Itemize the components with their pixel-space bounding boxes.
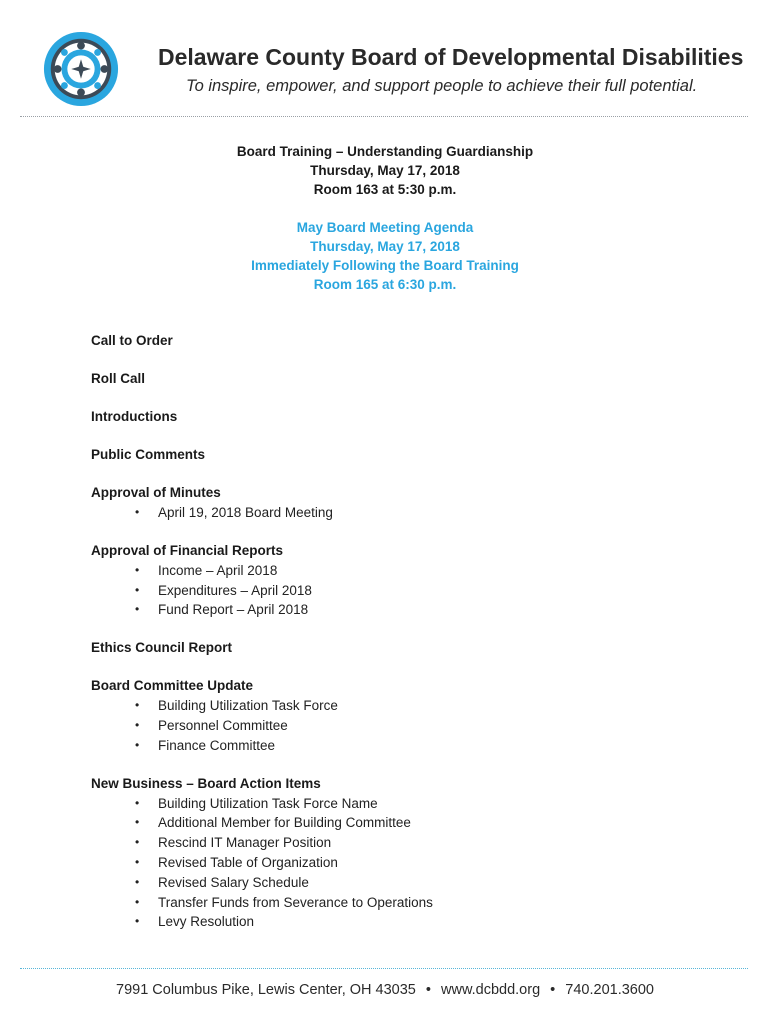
agenda-section <box>91 638 731 658</box>
agenda-bullet-item <box>91 794 731 814</box>
meeting-title: May Board Meeting Agenda <box>296 220 474 235</box>
header-divider <box>20 116 748 117</box>
agenda-section <box>91 407 731 427</box>
agenda-section-title: Board Committee Update <box>91 678 254 694</box>
agenda-list <box>91 331 731 950</box>
agenda-bullet-text: Expenditures – April 2018 <box>158 582 312 598</box>
bullet-icon: • <box>135 795 140 810</box>
agenda-bullet-item <box>91 813 731 833</box>
bullet-icon: • <box>135 602 140 617</box>
agenda-bullet-item <box>91 503 731 523</box>
agenda-bullet-item <box>91 561 731 581</box>
agenda-bullet-text: Transfer Funds from Severance to Operations <box>158 894 433 910</box>
agenda-bullet-text: Building Utilization Task Force Name <box>158 795 378 811</box>
footer-phone[interactable]: 740.201.3600 <box>565 982 654 998</box>
training-room: Room 163 at 5:30 p.m. <box>313 182 457 197</box>
agenda-bullet-item <box>91 873 731 893</box>
bullet-icon: • <box>135 854 140 869</box>
agenda-section-title: Approval of Minutes <box>91 485 221 500</box>
agenda-section-title: Introductions <box>91 409 178 424</box>
agenda-section <box>91 483 731 523</box>
footer-divider <box>20 968 748 969</box>
agenda-section-title: Public Comments <box>91 447 206 462</box>
bullet-icon: • <box>135 914 140 929</box>
agenda-section-title: Roll Call <box>91 371 146 386</box>
agenda-bullet-item <box>91 696 731 716</box>
agenda-section-title: Approval of Financial Reports <box>91 542 284 558</box>
meeting-block <box>0 218 770 294</box>
compass-people-circle-icon <box>42 30 120 108</box>
bullet-icon: • <box>135 505 140 519</box>
agenda-bullet-text: Revised Salary Schedule <box>158 874 309 890</box>
organization-tagline: To inspire, empower, and support people to achieve their full potential. <box>186 77 698 95</box>
agenda-bullet-text: Building Utilization Task Force <box>158 698 338 714</box>
agenda-section-title: New Business – Board Action Items <box>91 775 321 791</box>
organization-name: Delaware County Board of Developmental Disabilities <box>158 44 744 70</box>
agenda-bullet-item <box>91 893 731 913</box>
bullet-icon: • <box>135 562 140 577</box>
agenda-bullet-list <box>91 503 731 523</box>
footer-website[interactable]: www.dcbdd.org <box>441 982 541 998</box>
agenda-bullet-text: Revised Table of Organization <box>158 854 338 870</box>
agenda-section-title: Call to Order <box>91 333 173 348</box>
agenda-bullet-item <box>91 600 731 620</box>
bullet-icon: • <box>135 835 140 850</box>
bullet-icon: • <box>135 717 140 732</box>
agenda-bullet-text: April 19, 2018 Board Meeting <box>158 505 333 520</box>
agenda-section-title: Ethics Council Report <box>91 640 233 656</box>
agenda-bullet-list <box>91 794 731 933</box>
agenda-bullet-item <box>91 912 731 932</box>
agenda-bullet-item <box>91 736 731 756</box>
agenda-bullet-text: Levy Resolution <box>158 914 255 930</box>
agenda-section <box>91 774 731 933</box>
footer-separator: • <box>550 982 556 998</box>
meeting-date: Thursday, May 17, 2018 <box>310 239 460 254</box>
bullet-icon: • <box>135 698 140 713</box>
agenda-bullet-text: Finance Committee <box>158 737 276 753</box>
agenda-section <box>91 541 731 620</box>
agenda-section <box>91 369 731 389</box>
bullet-icon: • <box>135 737 140 752</box>
training-title: Board Training – Understanding Guardianship <box>236 144 534 159</box>
bullet-icon: • <box>135 582 140 597</box>
agenda-bullet-item <box>91 716 731 736</box>
training-block <box>0 142 770 199</box>
footer-separator: • <box>425 982 431 998</box>
agenda-bullet-text: Fund Report – April 2018 <box>158 602 309 618</box>
footer-contact <box>0 982 770 998</box>
agenda-section <box>91 331 731 351</box>
agenda-bullet-item <box>91 833 731 853</box>
agenda-bullet-list <box>91 561 731 620</box>
meeting-room: Room 165 at 6:30 p.m. <box>313 277 457 292</box>
training-date: Thursday, May 17, 2018 <box>310 163 460 178</box>
agenda-bullet-text: Rescind IT Manager Position <box>158 835 332 851</box>
agenda-bullet-text: Personnel Committee <box>158 717 288 733</box>
agenda-section <box>91 676 731 755</box>
meeting-timing: Immediately Following the Board Training <box>251 258 519 273</box>
agenda-section <box>91 445 731 465</box>
agenda-bullet-list <box>91 696 731 755</box>
bullet-icon: • <box>135 894 140 909</box>
agenda-bullet-item <box>91 581 731 601</box>
agenda-bullet-item <box>91 853 731 873</box>
agenda-bullet-text: Additional Member for Building Committee <box>158 815 411 831</box>
bullet-icon: • <box>135 815 140 830</box>
footer-address: 7991 Columbus Pike, Lewis Center, OH 43035 <box>116 982 416 998</box>
agenda-bullet-text: Income – April 2018 <box>158 562 278 578</box>
bullet-icon: • <box>135 874 140 889</box>
